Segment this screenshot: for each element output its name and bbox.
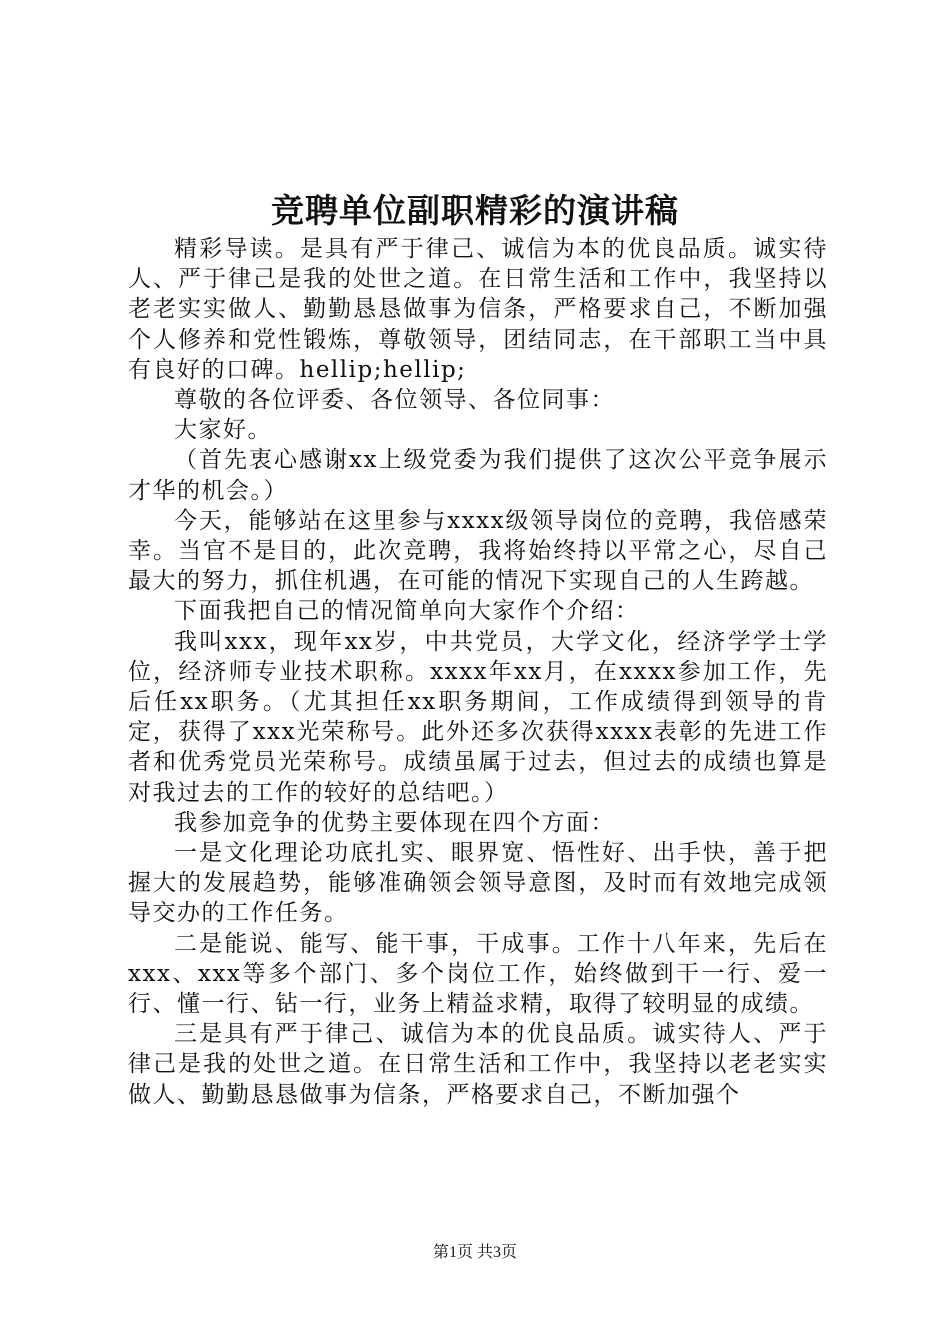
paragraph-self-introduction: 我叫xxx，现年xx岁，中共党员，大学文化，经济学学士学位，经济师专业技术职称。xxxx年xx月，在xxxx参加工作，先后任xx职务。（尤其担任xx职务期间，工作成绩得到领导的肯定，获得了xxx光荣称号。此外还多次获得xxxx表彰的先进工作者和优秀党员光荣称号。成绩虽属于过去，但过去的成绩也算是对我过去的工作的较好的总结吧。） — [128, 628, 828, 806]
paragraph-advantage-three: 三是具有严于律己、诚信为本的优良品质。诚实待人、严于律己是我的处世之道。在日常生活和工作中，我坚持以老老实实做人、勤勤恳恳做事为信条，严格要求自己，不断加强个 — [128, 1021, 828, 1108]
paragraph-honor: 今天，能够站在这里参与xxxx级领导岗位的竞聘，我倍感荣幸。当官不是目的，此次竞聘，我将始终持以平常之心，尽自己最大的努力，抓住机遇，在可能的情况下实现自己的人生跨越。 — [128, 507, 828, 595]
paragraph-salutation: 尊敬的各位评委、各位领导、各位同事： — [174, 387, 615, 414]
paragraph-advantage-one: 一是文化理论功底扎实、眼界宽、悟性好、出手快，善于把握大的发展趋势，能够准确领会领导意图，及时而有效地完成领导交办的工作任务。 — [128, 840, 828, 927]
paragraph-intro: 精彩导读。是具有严于律己、诚信为本的优良品质。诚实待人、严于律己是我的处世之道。在日常生活和工作中，我坚持以老老实实做人、勤勤恳恳做事为信条，严格要求自己，不断加强个人修养和党性锻炼，尊敬领导，团结同志，在干部职工当中具有良好的口碑。hellip;hellip; — [128, 236, 828, 383]
page-footer: 第1页 共3页 — [432, 1244, 517, 1261]
paragraph-advantage-two: 二是能说、能写、能干事，干成事。工作十八年来，先后在xxx、xxx等多个部门、多个岗位工作，始终做到干一行、爱一行、懂一行、钻一行，业务上精益求精，取得了较明显的成绩。 — [128, 930, 828, 1018]
document-body — [128, 234, 828, 1110]
paragraph-greeting: 大家好。 — [174, 417, 272, 444]
paragraph-intro-self-heading: 下面我把自己的情况简单向大家作个介绍： — [174, 598, 640, 625]
paragraph-thanks: （首先衷心感谢xx上级党委为我们提供了这次公平竞争展示才华的机会。） — [128, 447, 828, 504]
document-title: 竞聘单位副职精彩的演讲稿 — [271, 191, 679, 230]
paragraph-advantages-heading: 我参加竞争的优势主要体现在四个方面： — [174, 809, 615, 836]
